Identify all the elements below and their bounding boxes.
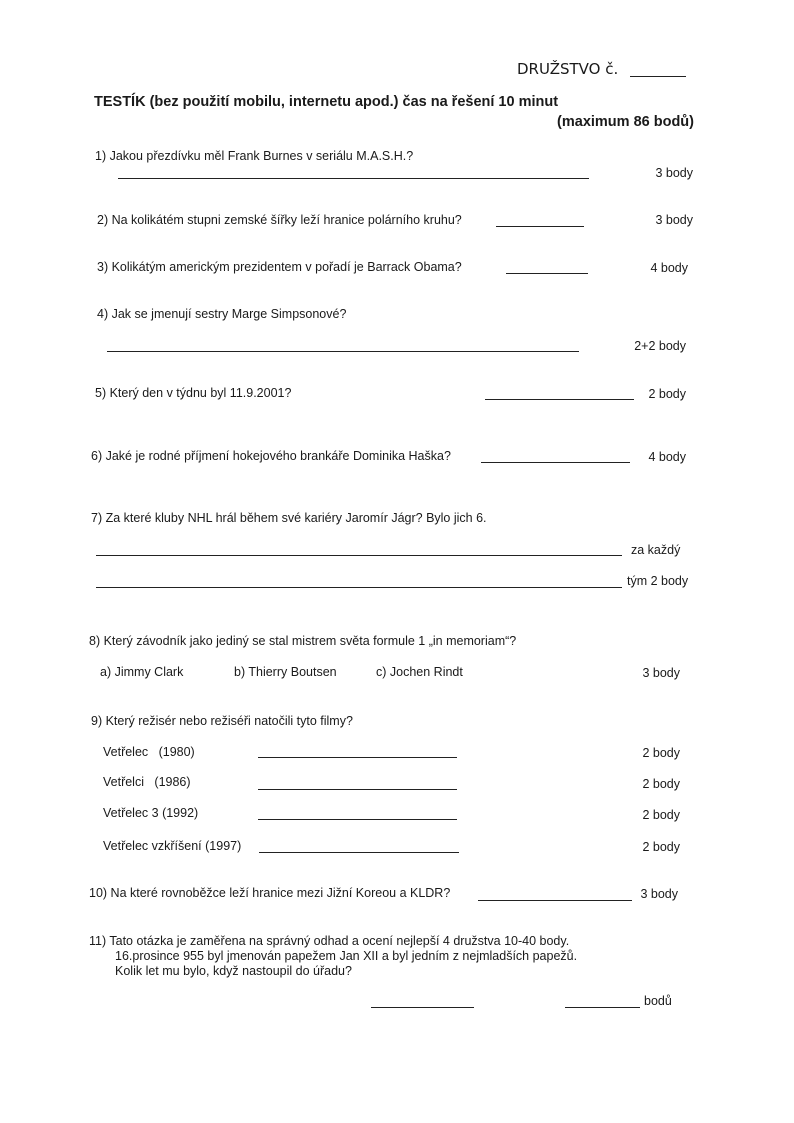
points-3: 4 body [650,261,688,275]
question-8: 8) Který závodník jako jediný se stal mistrem světa formule 1 „in memoriam“? [89,634,517,648]
film-title: Vetřelec (1980) [103,745,195,759]
question-5: 5) Který den v týdnu byl 11.9.2001? [95,386,292,400]
question-9: 9) Který režisér nebo režiséři natočili tyto filmy? [91,714,353,728]
team-number-blank[interactable] [630,76,686,77]
points-6: 4 body [648,450,686,464]
film-points: 2 body [642,808,680,822]
answer-line-6[interactable] [481,462,630,463]
points-2: 3 body [655,213,693,227]
answer-line-7a[interactable] [96,555,622,556]
answer-line-5[interactable] [485,399,634,400]
question-4: 4) Jak se jmenují sestry Marge Simpsonové? [97,307,347,321]
answer-line-2[interactable] [496,226,584,227]
film-points: 2 body [642,746,680,760]
points-5: 2 body [648,387,686,401]
points-1: 3 body [655,166,693,180]
answer-line-1[interactable] [118,178,589,179]
points-4: 2+2 body [634,339,686,353]
question-1: 1) Jakou přezdívku měl Frank Burnes v seriálu M.A.S.H.? [95,149,414,163]
question-10: 10) Na které rovnoběžce leží hranice mezi Jižní Koreou a KLDR? [89,886,451,900]
answer-line-3[interactable] [506,273,588,274]
question-11-line3: Kolik let mu bylo, když nastoupil do úřadu? [115,964,352,978]
option-b[interactable]: b) Thierry Boutsen [234,665,337,679]
question-7: 7) Za které kluby NHL hrál během své kariéry Jaromír Jágr? Bylo jich 6. [91,511,487,525]
points-7-line2: tým 2 body [627,574,689,588]
film-points: 2 body [642,840,680,854]
team-label: DRUŽSTVO č. [517,60,619,78]
answer-line-11[interactable] [371,1007,474,1008]
question-11-line1: 11) Tato otázka je zaměřena na správný odhad a ocení nejlepší 4 družstva 10-40 body. [89,934,570,948]
max-points: (maximum 86 bodů) [557,114,694,130]
points-10: 3 body [640,887,678,901]
option-a[interactable]: a) Jimmy Clark [100,665,184,679]
option-c[interactable]: c) Jochen Rindt [376,665,463,679]
film-points: 2 body [642,777,680,791]
film-title: Vetřelec 3 (1992) [103,806,199,820]
answer-line-4[interactable] [107,351,579,352]
film-title: Vetřelci (1986) [103,775,191,789]
page-title: TESTÍK (bez použití mobilu, internetu apod.) čas na řešení 10 minut [94,94,559,110]
director-line-1[interactable] [258,757,457,758]
points-line-11[interactable] [565,1007,640,1008]
director-line-3[interactable] [258,819,457,820]
question-11-line2: 16.prosince 955 byl jmenován papežem Jan XII a byl jedním z nejmladších papežů. [115,949,578,963]
answer-line-7b[interactable] [96,587,622,588]
question-2: 2) Na kolikátém stupni zemské šířky leží hranice polárního kruhu? [97,213,462,227]
question-6: 6) Jaké je rodné příjmení hokejového brankáře Dominika Haška? [91,449,451,463]
points-11: bodů [644,994,672,1008]
points-8: 3 body [642,666,680,680]
director-line-4[interactable] [259,852,459,853]
director-line-2[interactable] [258,789,457,790]
film-title: Vetřelec vzkříšení (1997) [103,839,242,853]
answer-line-10[interactable] [478,900,632,901]
points-7-line1: za každý [631,543,681,557]
question-3: 3) Kolikátým americkým prezidentem v pořadí je Barrack Obama? [97,260,462,274]
